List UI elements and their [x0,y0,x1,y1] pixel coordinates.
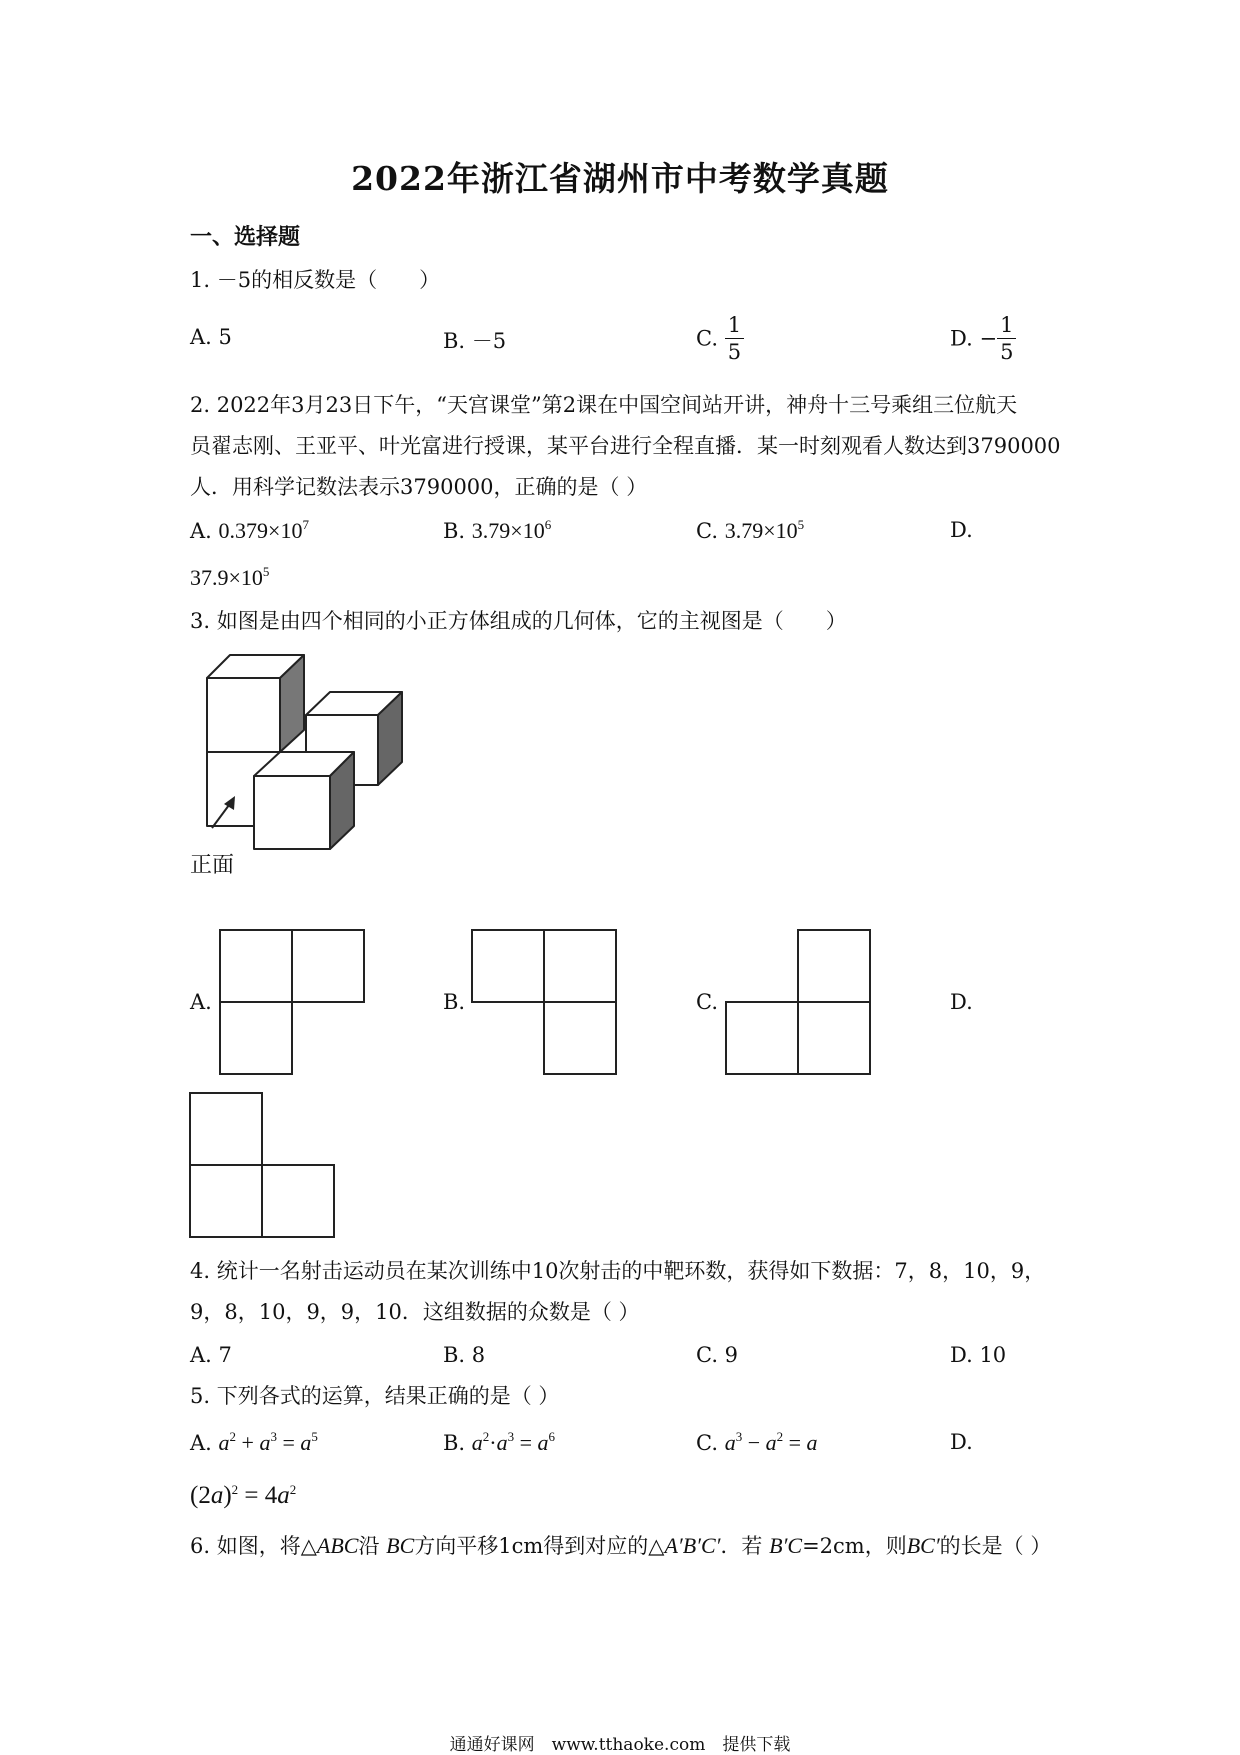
question-2-line-2: 员翟志刚、王亚平、叶光富进行授课，某平台进行全程直播．某一时刻观看人数达到3790000 [190,434,1061,458]
cube-upper-front [207,678,280,752]
question-5-stem: 5. 下列各式的运算，结果正确的是（ ） [190,1384,560,1408]
question-2-line-3: 人．用科学记数法表示3790000，正确的是（ ） [190,475,648,499]
question-2-line-1: 2. 2022年3月23日下午，“天宫课堂”第2课在中国空间站开讲，神舟十三号乘组三位航天 [190,393,1018,417]
q4-option-c: C. 9 [696,1343,739,1367]
q1-option-d: D. − $\frac{1}{5}$ [950,312,1016,365]
q2-option-b: B. $3.79\times 10^6$ [443,517,552,543]
q4-option-d: D. 10 [950,1343,1007,1367]
cube-front-face [254,776,330,849]
cube-figure [190,640,410,880]
question-3-stem: 3. 如图是由四个相同的小正方体组成的几何体，它的主视图是（ ） [190,609,847,633]
q5-option-d-value: $(2a)^2 = 4a^2$ [190,1482,297,1509]
question-4-line-1: 4. 统计一名射击运动员在某次训练中10次射击的中靶环数，获得如下数据：7，8，10，9， [190,1259,1046,1283]
question-4-line-2: 9，8，10，9，9，10．这组数据的众数是（ ） [190,1300,640,1324]
q2-option-d-label: D. [950,518,973,542]
q1-option-c: C. $\frac{1}{5}$ [696,312,744,365]
front-label: 正面 [190,853,235,878]
q5-option-a: A. $a^2 + a^3 = a^5$ [190,1429,318,1455]
section-heading: 一、选择题 [190,224,301,250]
q3-option-d-label: D. [950,990,973,1014]
q5-option-d-label: D. [950,1430,973,1454]
q3-option-a-figure [220,930,370,1080]
q4-option-b: B. 8 [443,1343,486,1367]
q5-option-b: B. $a^2\cdot a^3 = a^6$ [443,1429,556,1455]
q3-option-d-figure [190,1093,340,1243]
q2-option-c: C. $3.79\times 10^5$ [696,517,805,543]
question-1-stem: 1. －5的相反数是（ ） [190,268,441,292]
q1-option-b: B. －5 [443,329,507,353]
question-6-stem: 6. 如图，将△ABC沿 BC方向平移1cm得到对应的△A′B′C′．若 B′C=2cm，则BC′的长是（ ） [190,1533,1052,1558]
q3-option-c-label: C. [696,990,718,1014]
page-footer: 通通好课网 www.tthaoke.com 提供下载 [449,1735,791,1755]
q2-option-a: A. $0.379\times 10^7$ [190,517,309,543]
fraction: $\frac{1}{5}$ [997,312,1016,365]
q3-option-b-figure [472,930,622,1080]
fraction: $\frac{1}{5}$ [725,312,744,365]
q2-option-d-value: $37.9\times 10^5$ [190,564,270,590]
q3-option-b-label: B. [443,990,466,1014]
q1-option-a: A. 5 [190,325,232,349]
q5-option-c: C. $a^3 - a^2 = a$ [696,1429,818,1455]
q4-option-a: A. 7 [190,1343,232,1367]
page-title: 2022年浙江省湖州市中考数学真题 [351,159,889,198]
q3-option-c-figure [726,930,876,1080]
q3-option-a-label: A. [190,990,212,1014]
